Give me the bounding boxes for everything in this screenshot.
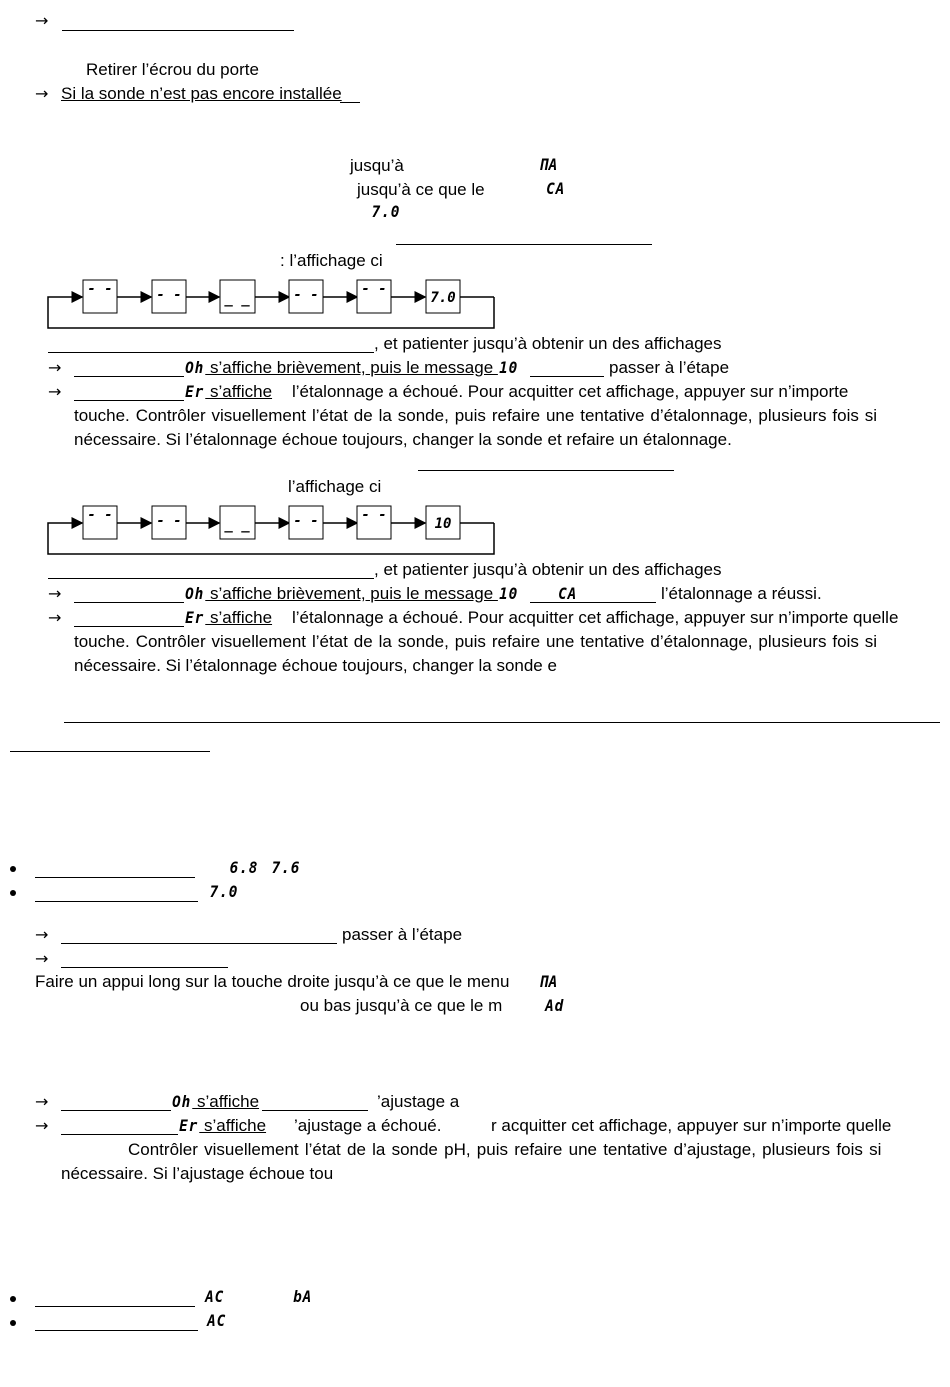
err-text: s’affiche [205, 382, 273, 401]
code-oh: Oh [185, 584, 205, 603]
err-text: s’affiche [205, 608, 273, 627]
box-label: 7.0 [430, 290, 456, 306]
code-68: 6.8 [229, 858, 259, 877]
arrow-icon: → [35, 84, 49, 103]
adjust-line-3: nécessaire. Si l’ajustage échoue tou [61, 1164, 334, 1183]
code-ba: bA [293, 1287, 313, 1306]
box-label: - - [293, 513, 319, 529]
blank-line [530, 602, 656, 603]
arrow-icon: → [35, 1092, 49, 1111]
blank-line [61, 943, 337, 944]
adjust-ok-result: ’ajustage a [377, 1092, 460, 1111]
or-down-text: ou bas jusqu’à ce que le m [300, 996, 503, 1015]
code-ma: ΠΑ [539, 972, 559, 991]
code-ma: ΠΑ [539, 155, 559, 174]
until-the-text: jusqu’à ce que le [357, 180, 485, 199]
blank-line [35, 1306, 195, 1307]
arrow-icon: → [35, 925, 49, 944]
bullet-icon [10, 866, 16, 872]
blank-line [35, 1330, 198, 1331]
box-label: - - [361, 507, 387, 523]
arrow-icon: → [48, 382, 62, 401]
ok-text: s’affiche brièvement, puis le message [205, 584, 498, 603]
arrow-icon: → [35, 1116, 49, 1135]
code-10: 10 [498, 358, 519, 377]
error-line-2: touche. Contrôler visuellement l’état de la sonde, puis refaire une tentative d’étalonnage, plusieurs fois si [74, 632, 878, 651]
diagram-caption: : l’affichage ci [280, 251, 383, 270]
error-line-3: nécessaire. Si l’étalonnage échoue toujours, changer la sonde et refaire un étalonnage. [74, 430, 732, 449]
blank-line [64, 722, 940, 723]
adjust-ok-message [171, 1092, 259, 1112]
blank-line [48, 578, 374, 579]
blank-line [61, 967, 228, 968]
box-label: - - [361, 281, 387, 297]
code-ac: AC [205, 1287, 225, 1306]
ok-text: s’affiche brièvement, puis le message [205, 358, 498, 377]
code-76: 7.6 [271, 858, 301, 877]
wait-text: , et patienter jusqu’à obtenir un des affichages [374, 334, 722, 353]
box-label: - - [293, 287, 319, 303]
blank-line [74, 626, 184, 627]
box-label: - - [156, 513, 182, 529]
probe-not-installed-text: Si la sonde n’est pas encore installée [61, 84, 342, 103]
until-text: jusqu’à [350, 156, 404, 175]
code-er: Er [179, 1116, 199, 1135]
arrow-icon: → [35, 11, 49, 30]
diagram-caption: l’affichage ci [288, 477, 382, 496]
wait-text: , et patienter jusqu’à obtenir un des affichages [374, 560, 722, 579]
code-oh: Oh [185, 358, 205, 377]
error-message [184, 608, 272, 628]
box-label: 10 [434, 516, 452, 532]
bullet-icon [10, 1296, 16, 1302]
bullet-icon [10, 890, 16, 896]
code-70: 7.0 [209, 882, 239, 901]
blank-line [61, 1110, 171, 1111]
code-ca: CA [546, 179, 566, 198]
adjust-line-2: Contrôler visuellement l’état de la sonde pH, puis refaire une tentative d’ajustage, plusieurs fois si [128, 1140, 882, 1159]
blank-line [35, 877, 195, 878]
long-press-text: Faire un appui long sur la touche droite jusqu’à ce que le menu [35, 972, 510, 991]
code-er: Er [185, 382, 205, 401]
code-er: Er [185, 608, 205, 627]
code-oh: Oh [172, 1092, 192, 1111]
adjust-error-message [178, 1116, 266, 1136]
err-text: s’affiche [199, 1116, 267, 1135]
arrow-icon: → [35, 949, 49, 968]
blank-line [74, 602, 184, 603]
box-label: - - [87, 507, 113, 523]
adjust-error-tail: r acquitter cet affichage, appuyer sur n’importe quelle [491, 1116, 892, 1135]
error-line-1: l’étalonnage a échoué. Pour acquitter cet affichage, appuyer sur n’importe [292, 382, 849, 401]
bullet-icon [10, 1320, 16, 1326]
adjust-error-result: ’ajustage a échoué. [294, 1116, 442, 1135]
display-sequence-diagram [0, 226, 950, 566]
blank-line [262, 1110, 368, 1111]
box-label: _ _ [224, 517, 250, 533]
code-ad: Ad [545, 996, 565, 1015]
blank-line [61, 1134, 178, 1135]
blank-line [10, 751, 210, 752]
next-step-text: passer à l’étape [609, 358, 730, 377]
box-label: - - [87, 281, 113, 297]
error-line-2: touche. Contrôler visuellement l’état de la sonde, puis refaire une tentative d’étalonnage, plusieurs fois si [74, 406, 878, 425]
box-label: - - [156, 287, 182, 303]
code-70: 7.0 [371, 202, 401, 221]
code-ac: AC [207, 1311, 227, 1330]
arrow-icon: → [48, 358, 62, 377]
code-10: 10 [498, 584, 519, 603]
ok-message [184, 584, 519, 604]
ok-text: s’affiche [192, 1092, 260, 1111]
blank-line [35, 901, 198, 902]
code-ca: CA [558, 584, 578, 603]
next-step-text: passer à l’étape [342, 925, 463, 944]
remove-nut-text: Retirer l’écrou du porte [86, 60, 259, 79]
success-text: l’étalonnage a réussi. [661, 584, 822, 603]
error-line-3: nécessaire. Si l’étalonnage échoue toujours, changer la sonde e [74, 656, 557, 675]
box-label: _ _ [224, 291, 250, 307]
error-line-1: l’étalonnage a échoué. Pour acquitter cet affichage, appuyer sur n’importe quelle [292, 608, 899, 627]
arrow-icon: → [48, 584, 62, 603]
arrow-icon: → [48, 608, 62, 627]
